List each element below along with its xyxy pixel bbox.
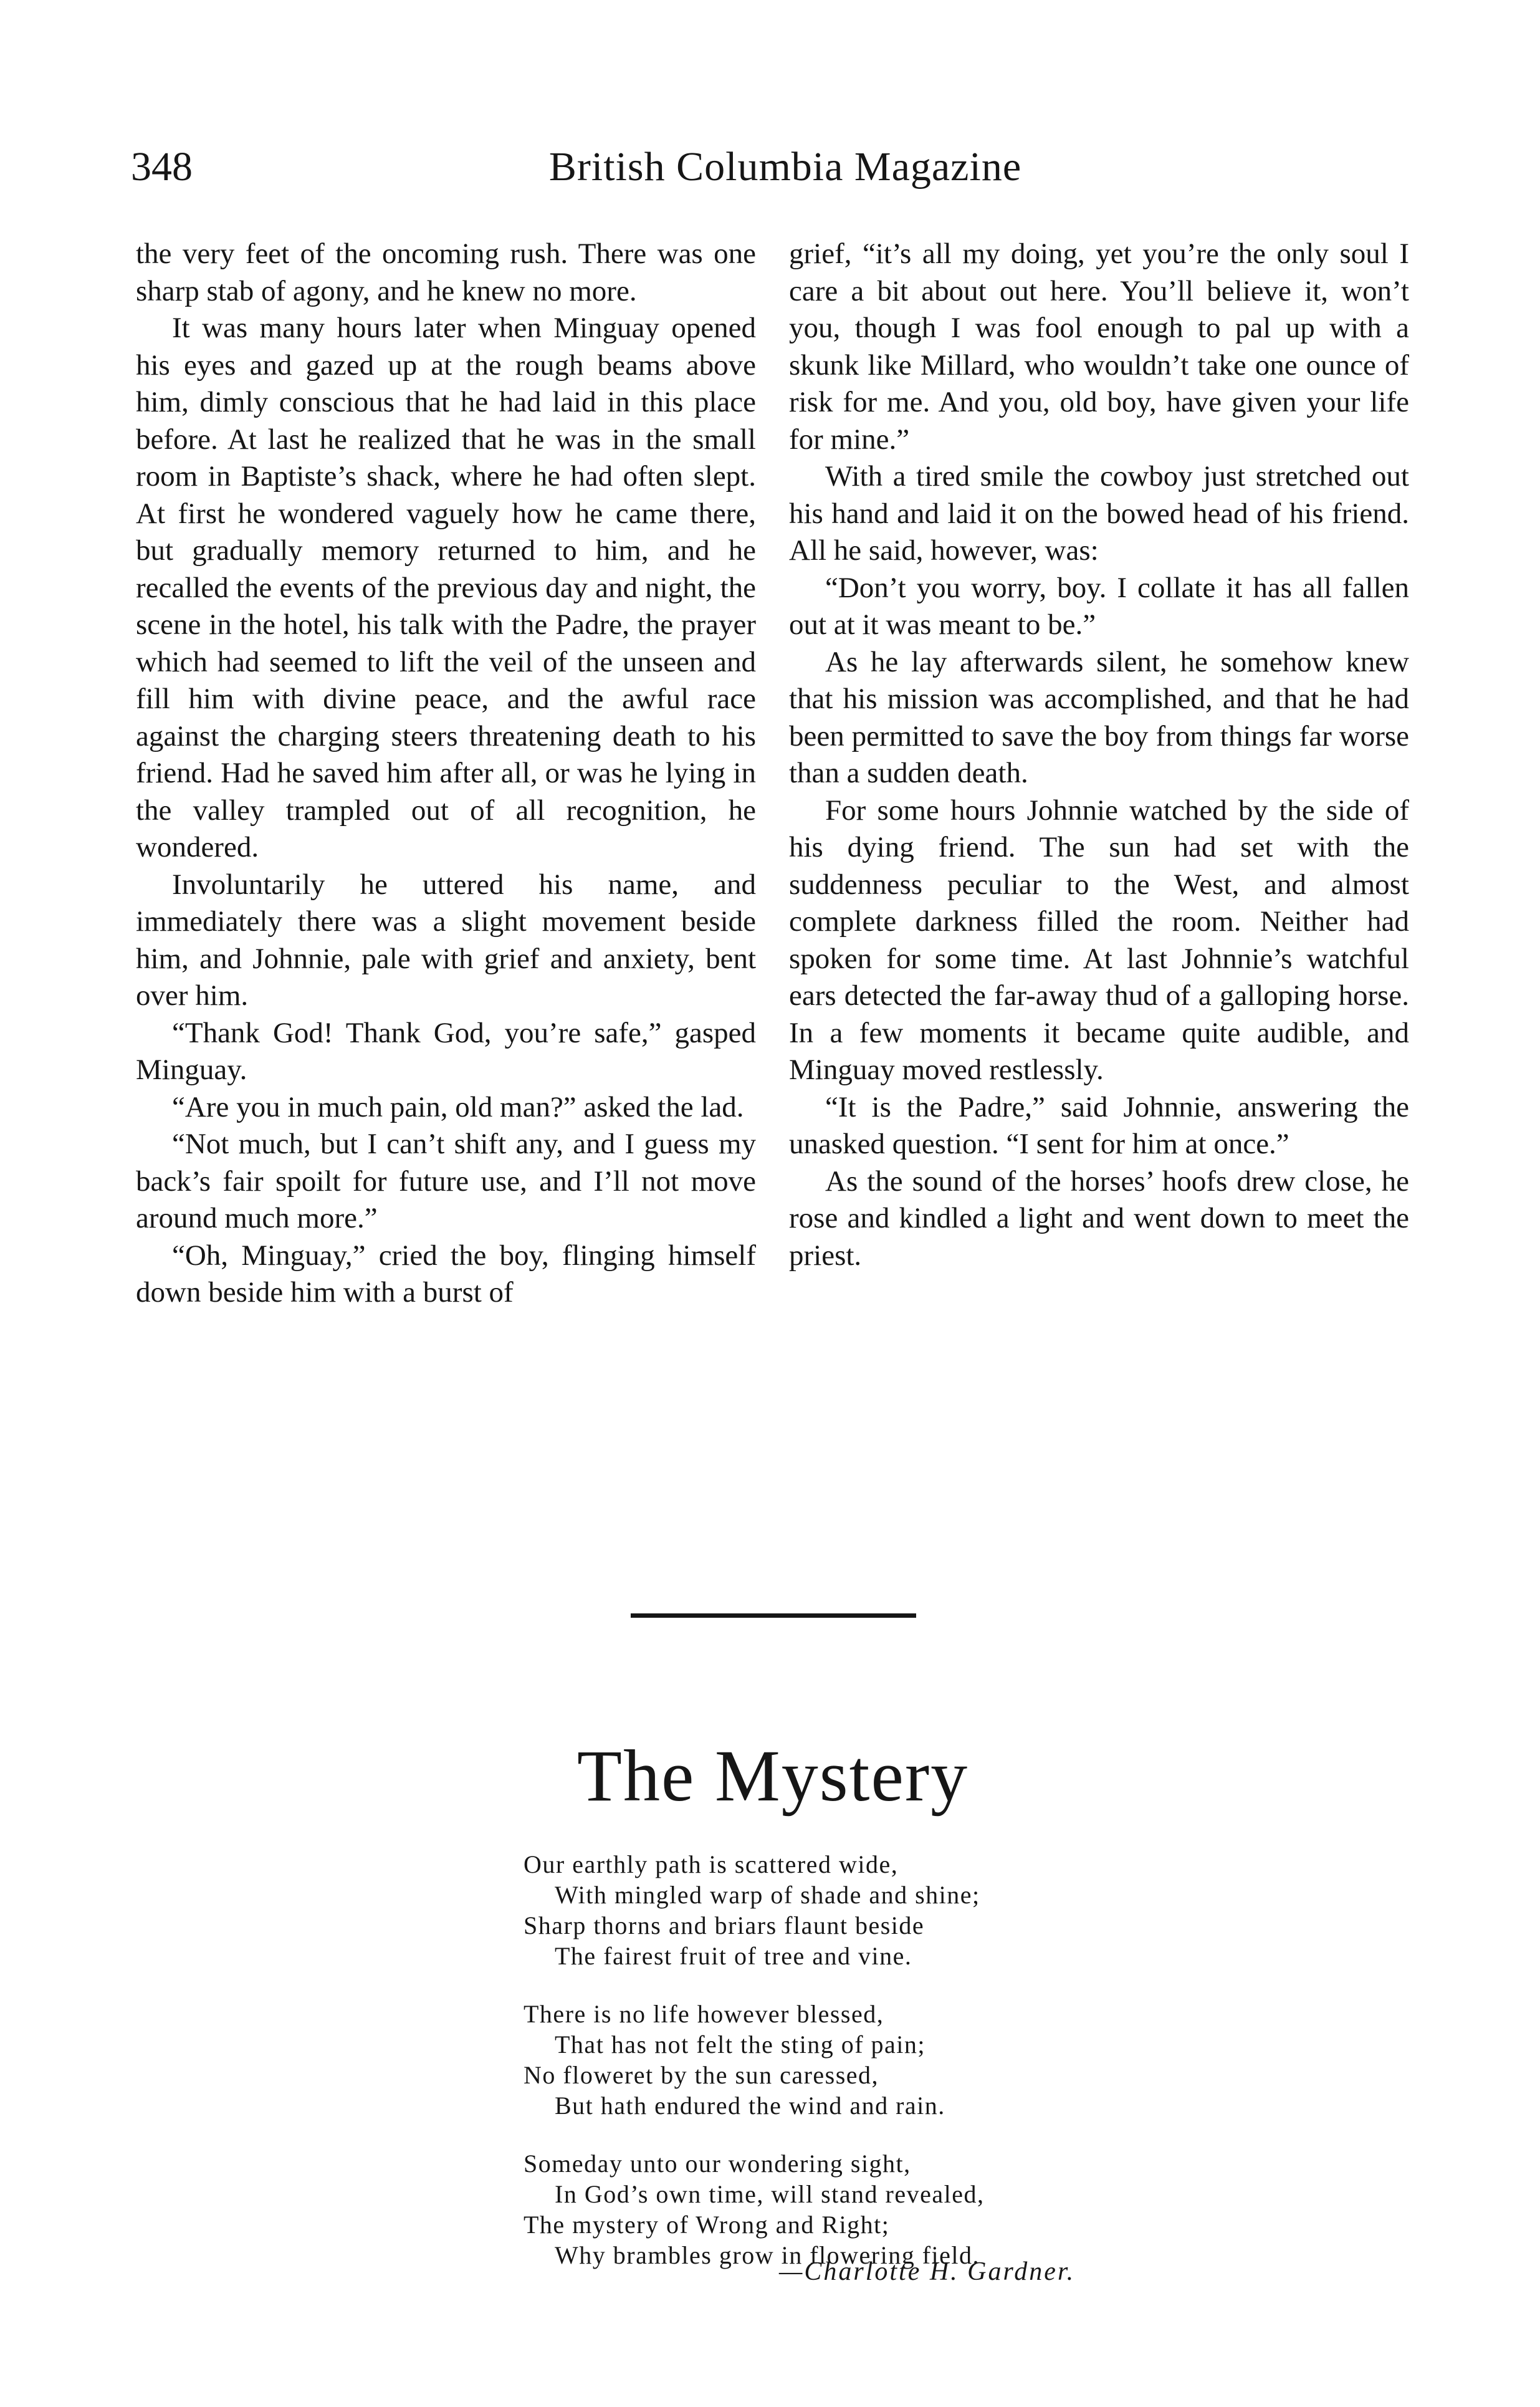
poem-line: But hath endured the wind and rain. xyxy=(555,2092,945,2120)
paragraph: “Don’t you worry, boy. I collate it has all fallen out at it was meant to be.” xyxy=(789,571,1409,641)
paragraph: “Oh, Minguay,” cried the boy, flinging himself down beside him with a burst of xyxy=(136,1239,756,1309)
paragraph: “Are you in much pain, old man?” asked the lad. xyxy=(172,1090,744,1123)
poem-line: With mingled warp of shade and shine; xyxy=(555,1881,980,1909)
paragraph: As the sound of the horses’ hoofs drew close, he rose and kindled a light and went down to meet the priest. xyxy=(789,1165,1409,1272)
paragraph: “Not much, but I can’t shift any, and I guess my back’s fair spoilt for future use, and I’ll not move around much more.” xyxy=(136,1128,756,1234)
paragraph: For some hours Johnnie watched by the side of his dying friend. The sun had set with the suddenness peculiar to the West, and almost complete darkness filled the room. Neither had spoken for some time. At last Johnnie’s watchful ears detected the far-away thud of a galloping horse. In a few moments it became quite audible, and Minguay moved restlessly. xyxy=(789,794,1409,1086)
poem-line: The mystery of Wrong and Right; xyxy=(524,2211,890,2239)
paragraph: grief, “it’s all my doing, yet you’re the only soul I care a bit about out here. You’ll believe it, won’t you, though I was fool enough to pal up with a skunk like Millard, who wouldn’t take one ounce of risk for me. And you, old boy, have given your life for mine.” xyxy=(789,238,1409,456)
poem-line: In God’s own time, will stand revealed, xyxy=(555,2180,985,2208)
page-number: 348 xyxy=(131,144,193,190)
poem-body xyxy=(524,1849,1209,2298)
poem-title: The Mystery xyxy=(576,1735,969,1817)
poem-line: That has not felt the sting of pain; xyxy=(555,2030,925,2059)
paragraph: the very feet of the oncoming rush. There was one sharp stab of agony, and he knew no more. xyxy=(136,238,756,307)
paragraph: It was many hours later when Minguay opened his eyes and gazed up at the rough beams above him, dimly conscious that he had laid in this place before. At last he realized that he was in the small room in Baptiste’s shack, where he had often slept. At first he wondered vaguely how he came there, but gradually memory returned to him, and he recalled the events of the previous day and night, the scene in the hotel, his talk with the Padre, the prayer which had seemed to lift the veil of the unseen and fill him with divine peace, and the awful race against the charging steers threatening death to his friend. Had he saved him after all, or was he lying in the valley trampled out of all recognition, he wondered. xyxy=(136,312,756,863)
poem-line: Why brambles grow in flowering field. xyxy=(555,2241,980,2269)
section-divider xyxy=(631,1613,916,1618)
poem-line: Our earthly path is scattered wide, xyxy=(524,1850,899,1878)
story-right-column xyxy=(789,236,1409,1274)
running-title: British Columbia Magazine xyxy=(548,144,1022,190)
poem-attribution: —Charlotte H. Gardner. xyxy=(779,2257,1076,2286)
poem-stanza xyxy=(524,1849,1209,1971)
paragraph: As he lay afterwards silent, he somehow knew that his mission was accomplished, and that he had been permitted to save the boy from things far worse than a sudden death. xyxy=(789,645,1409,789)
poem-line: Someday unto our wondering sight, xyxy=(524,2150,911,2178)
poem-line: There is no life however blessed, xyxy=(524,2000,884,2028)
paragraph: “It is the Padre,” said Johnnie, answering the unasked question. “I sent for him at once.” xyxy=(789,1090,1409,1160)
poem-stanza xyxy=(524,1999,1209,2121)
poem-line: The fairest fruit of tree and vine. xyxy=(555,1942,912,1970)
poem-stanza xyxy=(524,2148,1209,2270)
poem-line: Sharp thorns and briars flaunt beside xyxy=(524,1911,925,1939)
story-left-column xyxy=(136,236,756,1312)
paragraph: “Thank God! Thank God, you’re safe,” gasped Minguay. xyxy=(136,1016,756,1086)
paragraph: Involuntarily he uttered his name, and immediately there was a slight movement beside him, and Johnnie, pale with grief and anxiety, bent over him. xyxy=(136,868,756,1012)
poem-line: No floweret by the sun caressed, xyxy=(524,2061,879,2089)
paragraph: With a tired smile the cowboy just stretched out his hand and laid it on the bowed head of his friend. All he said, however, was: xyxy=(789,460,1409,567)
